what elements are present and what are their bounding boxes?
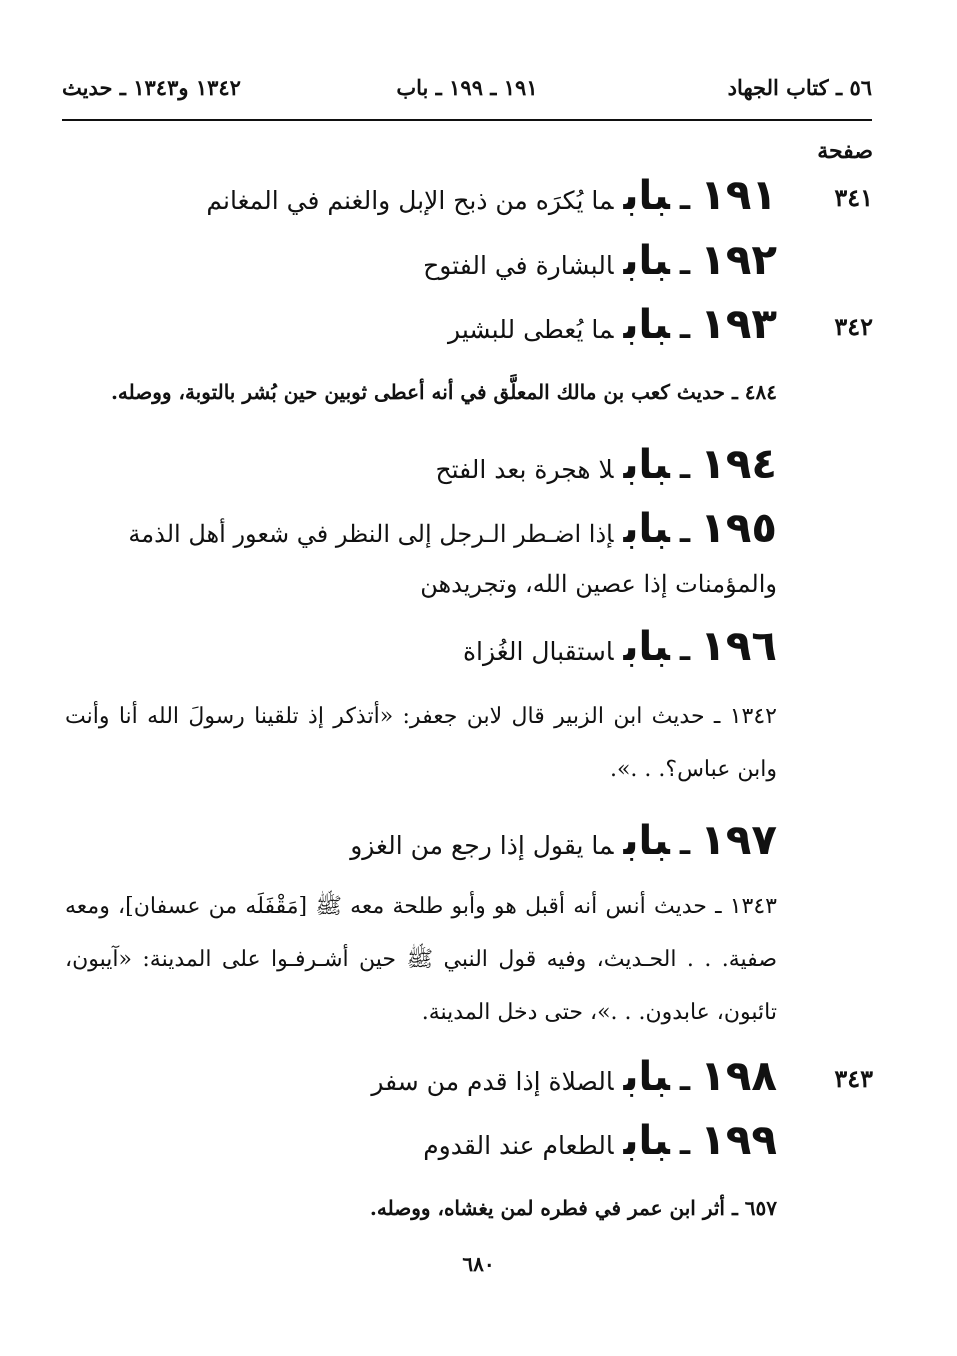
chapter-number: ١٩٣ <box>700 299 777 348</box>
chapter-194 <box>435 434 777 494</box>
page-column-label: صفحة <box>817 138 873 164</box>
chapter-dash: ـ <box>679 451 691 486</box>
chapter-number: ١٩٤ <box>700 439 777 488</box>
chapter-199 <box>423 1110 777 1170</box>
header-divider <box>62 119 872 121</box>
bab-label: باب <box>623 624 670 670</box>
chapter-title: البشارة في الفتوح <box>423 251 614 280</box>
header-chapter-range: ١٩١ ـ ١٩٩ ـ باب <box>396 75 538 100</box>
chapter-196 <box>463 616 777 676</box>
note-484: ٤٨٤ ـ حديث كعب بن مالك المعلَّق في أنه أعطى ثوبين حين بُشر بالتوبة، ووصله. <box>110 380 777 404</box>
bab-label: باب <box>623 238 670 284</box>
bab-label: باب <box>623 442 670 488</box>
chapter-number: ١٩٢ <box>700 235 777 284</box>
chapter-title: ما يُعطى للبشير <box>448 315 614 344</box>
header-book-title: ٥٦ ـ كتاب الجهاد <box>727 75 872 100</box>
hadith-1343: ١٣٤٣ ـ حديث أنس أنه أقبل هو وأبو طلحة معه ﷺ [مَقْفَلَه من عسفان]، ومعه صفية. . . الحـديث، وفيه قول النبي ﷺ حين أشـرفـوا على المدينة: «آيبون، تائبون، عابدون. . .»، حتى دخل المدينة. <box>65 894 777 1025</box>
chapter-191 <box>206 165 777 225</box>
bab-label: باب <box>623 506 670 552</box>
chapter-number: ١٩٦ <box>700 621 777 670</box>
bab-label: باب <box>623 302 670 348</box>
page-ref-343: ٣٤٣ <box>834 1064 873 1093</box>
hadith-1342: ١٣٤٢ ـ حديث ابن الزبير قال لابن جعفر: «أتذكر إذ تلقينا رسولَ الله أنا وأنت وابن عباس؟. . .». <box>65 704 777 782</box>
chapter-dash: ـ <box>679 182 691 217</box>
chapter-193 <box>448 294 777 354</box>
chapter-192 <box>423 230 777 290</box>
chapter-dash: ـ <box>679 247 691 282</box>
chapter-number: ١٩٥ <box>700 503 777 552</box>
chapter-dash: ـ <box>679 515 691 550</box>
chapter-title: الطعام عند القدوم <box>423 1131 614 1160</box>
chapter-dash: ـ <box>679 633 691 668</box>
chapter-title: ما يقول إذا رجع من الغزو <box>350 831 614 860</box>
chapter-dash: ـ <box>679 827 691 862</box>
chapter-198 <box>371 1046 777 1106</box>
chapter-195 <box>128 498 777 558</box>
chapter-title: لا هجرة بعد الفتح <box>435 455 614 484</box>
chapter-title: استقبال الغُزاة <box>462 637 614 666</box>
running-header <box>62 68 872 108</box>
chapter-195-continuation: والمؤمنات إذا عصين الله، وتجريدهن <box>420 570 777 598</box>
page-number: ٦٨٠ <box>462 1252 495 1276</box>
chapter-dash: ـ <box>679 1063 691 1098</box>
chapter-number: ١٩١ <box>700 170 777 219</box>
chapter-number: ١٩٨ <box>700 1051 777 1100</box>
header-hadith-range: ١٣٤٢ و١٣٤٣ ـ حديث <box>62 75 241 100</box>
chapter-197 <box>350 810 777 870</box>
chapter-title: الصلاة إذا قدم من سفر <box>371 1067 614 1096</box>
chapter-number: ١٩٧ <box>700 815 777 864</box>
bab-label: باب <box>623 173 670 219</box>
note-657: ٦٥٧ ـ أثر ابن عمر في فطره لمن يغشاه، ووصله. <box>369 1196 777 1220</box>
bab-label: باب <box>623 818 670 864</box>
page-ref-341: ٣٤١ <box>834 183 873 212</box>
chapter-dash: ـ <box>679 311 691 346</box>
chapter-title: ما يُكرَه من ذبح الإبل والغنم في المغانم <box>206 186 614 215</box>
bab-label: باب <box>623 1118 670 1164</box>
bab-label: باب <box>623 1054 670 1100</box>
chapter-title: إذا اضـطر الـرجل إلى النظر في شعور أهل الذمة <box>128 520 614 548</box>
chapter-dash: ـ <box>679 1127 691 1162</box>
chapter-number: ١٩٩ <box>700 1115 777 1164</box>
page-ref-342: ٣٤٢ <box>834 312 873 341</box>
